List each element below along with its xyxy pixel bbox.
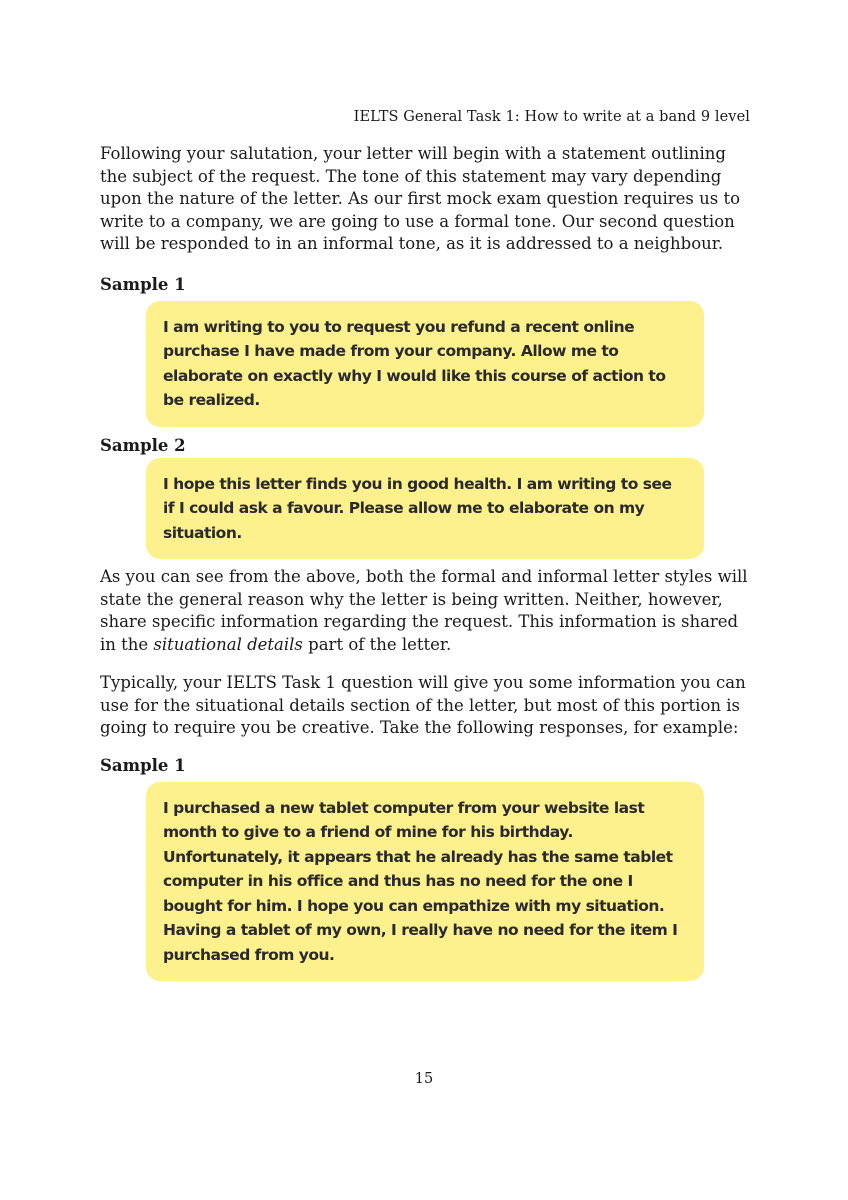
running-header: IELTS General Task 1: How to write at a band 9 level — [353, 109, 750, 125]
sample-1-box — [146, 301, 704, 427]
details-sample-text: I purchased a new tablet computer from your website last month to give to a friend of mine for his birthday. Unfortunately, it appears that he already has the same tablet computer in his office and thus has no need for the one I bought for him. I hope you can empathize with my situation. Having a tablet of my own, I really have no need for the item I purchased from you. — [163, 798, 678, 964]
details-sample-heading: Sample 1 — [100, 755, 186, 775]
details-sample-box — [146, 782, 704, 982]
sample-2-text: I hope this letter finds you in good health. I am writing to see if I could ask a favour. Please allow me to elaborate on my situation. — [163, 474, 672, 542]
explanation-text-start: As you can see from the above, both the formal and informal letter styles will state the general reason why the letter is being written. Neither, however, share specific information regarding the request. This information is shared in the — [100, 567, 748, 654]
page-body — [100, 143, 752, 981]
sample-1-text: I am writing to you to request you refund a recent online purchase I have made from your company. Allow me to elaborate on exactly why I would like this course of action to be realized. — [163, 317, 666, 409]
sample-1-heading: Sample 1 — [100, 274, 186, 294]
explanation-paragraph — [100, 566, 752, 656]
page-number: 15 — [414, 1071, 434, 1087]
typical-paragraph: Typically, your IELTS Task 1 question will give you some information you can use for the situational details section of the letter, but most of this portion is going to require you be creative. Take the following responses, for example: — [100, 673, 746, 737]
sample-2-heading: Sample 2 — [100, 435, 186, 455]
sample-2-box — [146, 458, 704, 560]
situational-details-term: situational details — [153, 634, 303, 654]
intro-paragraph: Following your salutation, your letter will begin with a statement outlining the subject of the request. The tone of this statement may vary depending upon the nature of the letter. As our first mock exam question requires us to write to a company, we are going to use a formal tone. Our second question will be responded to in an informal tone, as it is addressed to a neighbour. — [100, 144, 741, 253]
explanation-text-end: part of the letter. — [302, 634, 452, 654]
